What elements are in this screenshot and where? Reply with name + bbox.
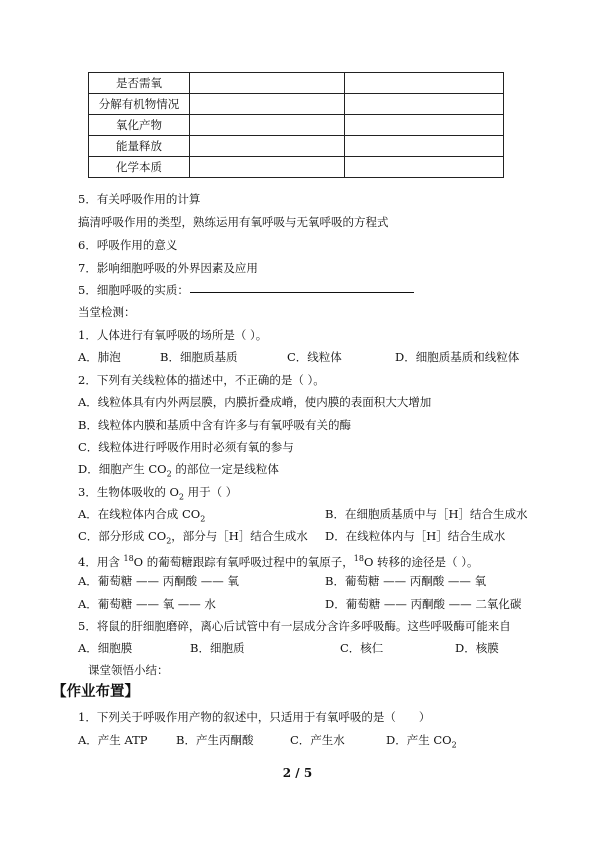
row-label: 化学本质	[89, 157, 190, 178]
q5-option-c: C．核仁	[340, 641, 384, 655]
hw-option-d: D．产生 $CO_2$	[386, 733, 457, 750]
question-2: 2．下列有关线粒体的描述中，不正确的是（ ）。	[78, 373, 325, 387]
table-row	[89, 115, 504, 136]
item-7-heading: 7．影响细胞呼吸的外界因素及应用	[78, 261, 258, 275]
q2-option-c: C．线粒体进行呼吸作用时必须有氧的参与	[78, 440, 294, 454]
q5-option-a: A．细胞膜	[78, 641, 133, 655]
table-row	[89, 73, 504, 94]
comparison-table	[88, 72, 504, 178]
page-number: 2 / 5	[282, 766, 313, 780]
item-5-text: 搞清呼吸作用的类型，熟练运用有氧呼吸与无氧呼吸的方程式	[78, 215, 389, 229]
q3-option-a: A．在线粒体内合成 $CO_2$	[78, 507, 206, 524]
q2-option-a: A．线粒体具有内外两层膜，内膜折叠成嵴，使内膜的表面积大大增加	[78, 395, 432, 409]
essence-label: 5．细胞呼吸的实质：	[78, 283, 189, 297]
q3-option-c: C．部分形成 $CO_2$，部分与［H］结合生成水	[78, 529, 308, 546]
q1-option-b: B．细胞质基质	[160, 350, 238, 364]
q4-option-d: D．葡萄糖 —— 丙酮酸 —— 二氧化碳	[325, 597, 522, 611]
row-label: 氧化产物	[89, 115, 190, 136]
question-1: 1．人体进行有氧呼吸的场所是（ ）。	[78, 328, 268, 342]
q4-option-b: B．葡萄糖 —— 丙酮酸 —— 氧	[325, 574, 487, 588]
table-row	[89, 157, 504, 178]
q5-option-d: D．核膜	[455, 641, 499, 655]
question-3: 3．生物体吸收的 $O_2$ 用于（ ）	[78, 485, 238, 502]
q4-option-a: A．葡萄糖 —— 丙酮酸 —— 氧	[78, 574, 239, 588]
question-4: 4．用含 $^{18}$O 的葡萄糖跟踪有氧呼吸过程中的氧原子，$^{18}$O 转移的途径是（ ）。	[78, 554, 479, 569]
answer-blank[interactable]	[190, 292, 414, 293]
q3-option-b: B．在细胞质基质中与［H］结合生成水	[325, 507, 528, 521]
table-row	[89, 136, 504, 157]
row-label: 分解有机物情况	[89, 94, 190, 115]
quiz-heading: 当堂检测：	[78, 305, 136, 319]
row-label: 是否需氧	[89, 73, 190, 94]
q3-option-d: D．在线粒体内与［H］结合生成水	[325, 529, 506, 543]
item-5-heading: 5．有关呼吸作用的计算	[78, 192, 201, 206]
q2-option-d: D．细胞产生 $CO_2$ 的部位一定是线粒体	[78, 462, 279, 479]
q1-option-d: D．细胞质基质和线粒体	[395, 350, 520, 364]
hw-option-c: C．产生水	[290, 733, 345, 747]
q2-option-b: B．线粒体内膜和基质中含有许多与有氧呼吸有关的酶	[78, 418, 351, 432]
homework-heading: 【作业布置】	[52, 684, 139, 700]
q4-option-c: A．葡萄糖 —— 氧 —— 水	[78, 597, 216, 611]
summary-label: 课堂领悟小结：	[88, 663, 169, 677]
q1-option-c: C．线粒体	[287, 350, 342, 364]
table-row	[89, 94, 504, 115]
hw-option-a: A．产生 ATP	[78, 733, 148, 747]
q1-option-a: A．肺泡	[78, 350, 121, 364]
question-5: 5．将鼠的肝细胞磨碎，离心后试管中有一层成分含许多呼吸酶。这些呼吸酶可能来自	[78, 619, 511, 633]
row-label: 能量释放	[89, 136, 190, 157]
hw-option-b: B．产生丙酮酸	[176, 733, 254, 747]
item-6-heading: 6．呼吸作用的意义	[78, 238, 178, 252]
homework-question-1: 1．下列关于呼吸作用产物的叙述中，只适用于有氧呼吸的是（ ）	[78, 710, 431, 724]
q5-option-b: B．细胞质	[190, 641, 245, 655]
